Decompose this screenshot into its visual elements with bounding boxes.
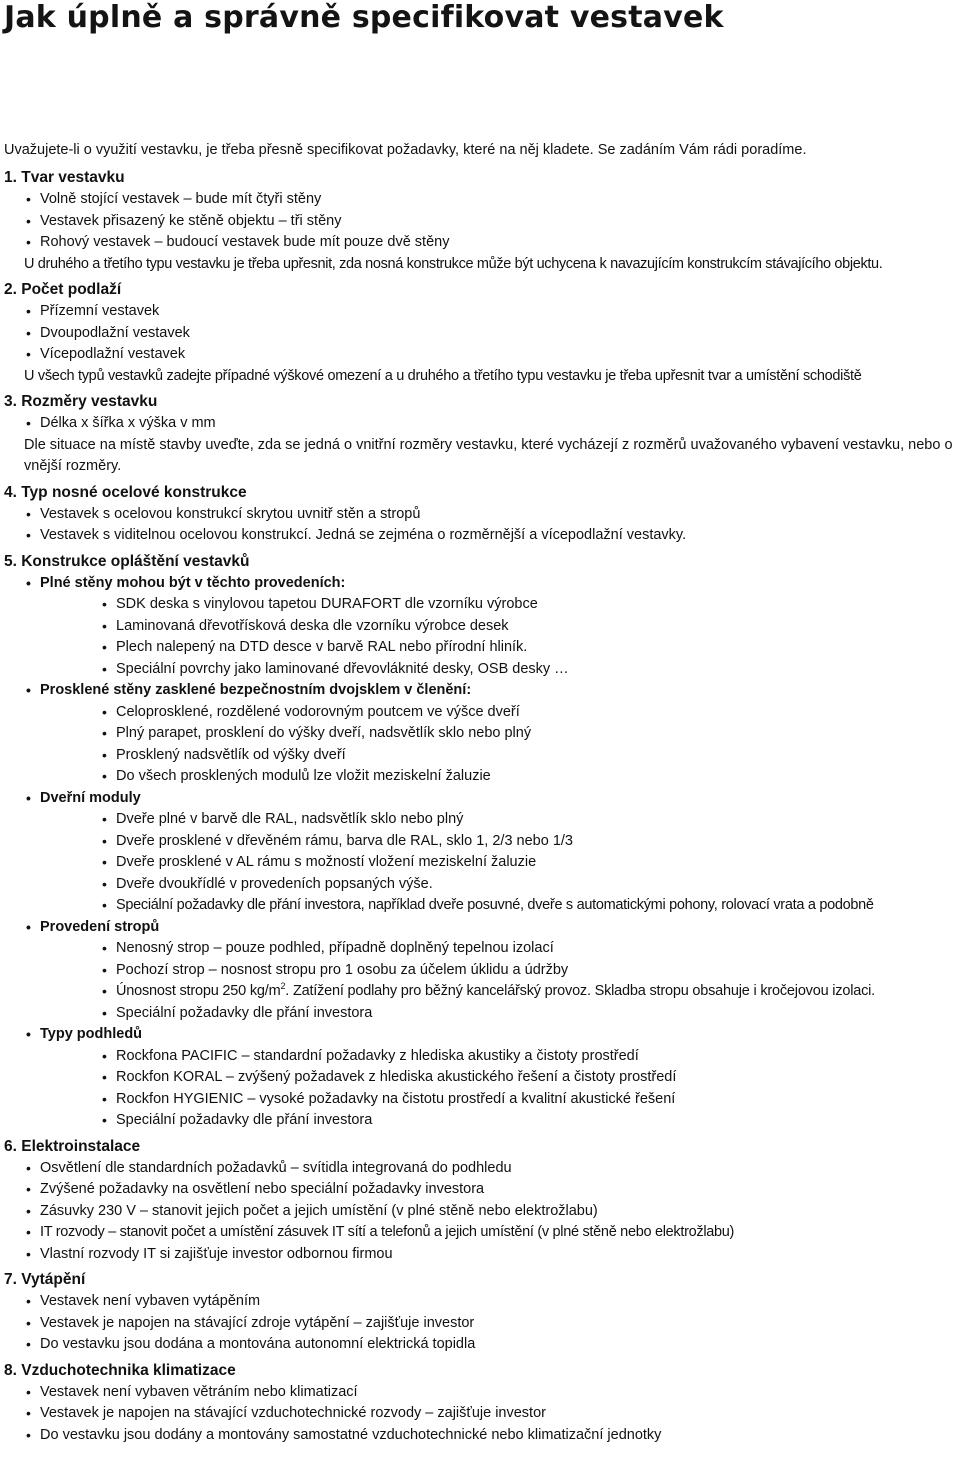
section-shape (4, 167, 956, 275)
group-label: Prosklené stěny zasklené bezpečnostním dvojsklem v členění: (40, 682, 472, 698)
group-label: Typy podhledů (40, 1026, 143, 1042)
section-cladding (4, 551, 956, 1132)
list-item: • IT rozvody – stanovit počet a umístění zásuvek IT sítí a telefonů a jejich umístění (v plné stěně nebo elektrožlabu) (4, 1222, 956, 1244)
list-item: • Vestavek není vybaven vytápěním (4, 1291, 956, 1313)
bullet-list (4, 413, 956, 435)
group-item (4, 917, 956, 1025)
sub-item: • Dveře plné v barvě dle RAL, nadsvětlík sklo nebo plný (40, 809, 956, 831)
group-item (4, 788, 956, 917)
sub-item: • Plný parapet, prosklení do výšky dveří, nadsvětlík sklo nebo plný (40, 723, 956, 745)
sub-list (40, 702, 956, 788)
list-item: • Vestavek s ocelovou konstrukcí skrytou uvnitř stěn a stropů (4, 504, 956, 526)
section-note: Dle situace na místě stavby uveďte, zda se jedná o vnitřní rozměry vestavku, které vycházejí z rozměrů uvažovaného vybavení vestavku, nebo o vnější rozměry. (24, 436, 953, 474)
sub-item: • Speciální požadavky dle přání investora (40, 1003, 956, 1025)
section-note: U druhého a třetího typu vestavku je třeba upřesnit, zda nosná konstrukce může být uchycena k navazujícím konstrukcím stávajícího objektu. (24, 255, 883, 272)
section-dimensions (4, 391, 956, 478)
page-title: Jak úplně a správně specifikovat vestavek (4, 0, 724, 35)
section-electrical (4, 1136, 956, 1266)
bullet-list (4, 573, 956, 1132)
sub-item: • Prosklený nadsvětlík od výšky dveří (40, 745, 956, 767)
sub-item: • Do všech prosklených modulů lze vložit meziskelní žaluzie (40, 766, 956, 788)
bullet-list (4, 1382, 956, 1447)
sub-item: • Celoprosklené, rozdělené vodorovným poutcem ve výšce dveří (40, 702, 956, 724)
bullet-list (4, 301, 956, 366)
group-item (4, 680, 956, 788)
list-item: • Osvětlení dle standardních požadavků – svítidla integrovaná do podhledu (4, 1158, 956, 1180)
list-item: • Do vestavku jsou dodána a montována autonomní elektrická topidla (4, 1334, 956, 1356)
group-label: Plné stěny mohou být v těchto provedeních: (40, 574, 346, 591)
bullet-list (4, 1291, 956, 1356)
sub-item: • Rockfon HYGIENIC – vysoké požadavky na čistotu prostředí a kvalitní akustické řešení (40, 1089, 956, 1111)
list-item: • Volně stojící vestavek – bude mít čtyři stěny (4, 189, 956, 211)
section-heading: 6. Elektroinstalace (4, 1137, 141, 1155)
section-floors (4, 279, 956, 387)
sub-item: • SDK deska s vinylovou tapetou DURAFORT dle vzorníku výrobce (40, 594, 956, 616)
list-item: • Vestavek je napojen na stávající zdroje vytápění – zajišťuje investor (4, 1313, 956, 1335)
bullet-list (4, 1158, 956, 1266)
list-item: • Vestavek je napojen na stávající vzduchotechnické rozvody – zajišťuje investor (4, 1403, 956, 1425)
section-heading: 7. Vytápění (4, 1271, 86, 1288)
bullet-list (4, 504, 956, 547)
document-body (4, 167, 956, 1450)
sub-item: • Dveře prosklené v dřevěném rámu, barva dle RAL, sklo 1, 2/3 nebo 1/3 (40, 831, 956, 853)
section-structure (4, 482, 956, 547)
group-item (4, 573, 956, 681)
list-item: • Zásuvky 230 V – stanovit jejich počet a jejich umístění (v plné stěně nebo elektrožlabu) (4, 1201, 956, 1223)
sub-item: • Rockfon KORAL – zvýšený požadavek z hlediska akustického řešení a čistoty prostředí (40, 1067, 956, 1089)
list-item: • Zvýšené požadavky na osvětlení nebo speciální požadavky investora (4, 1179, 956, 1201)
sub-item (40, 981, 956, 1003)
load-text-rest: . Zatížení podlahy pro běžný kancelářský provoz. Skladba stropu obsahuje i kročejovou izolaci. (285, 983, 876, 999)
sub-item: • Nenosný strop – pouze podhled, případně doplněný tepelnou izolací (40, 938, 956, 960)
superscript: 2 (280, 981, 286, 992)
list-item: • Do vestavku jsou dodány a montovány samostatné vzduchotechnické nebo klimatizační jednotky (4, 1425, 956, 1447)
section-heading: 3. Rozměry vestavku (4, 393, 158, 410)
sub-item: • Plech nalepený na DTD desce v barvě RAL nebo přírodní hliník. (40, 637, 956, 659)
sub-item: • Speciální požadavky dle přání investora, například dveře posuvné, dveře s automatickými pohony, rolovací vrata a podobně (40, 895, 956, 917)
sub-list (40, 1046, 956, 1132)
section-heading: 4. Typ nosné ocelové konstrukce (4, 483, 247, 501)
sub-list (40, 938, 956, 1024)
group-label: Dveřní moduly (40, 789, 141, 806)
section-heading: 5. Konstrukce opláštění vestavků (4, 552, 250, 570)
section-heating (4, 1269, 956, 1356)
sub-item: • Dveře prosklené v AL rámu s možností vložení meziskelní žaluzie (40, 852, 956, 874)
bullet-list (4, 189, 956, 254)
sub-item: • Speciální povrchy jako laminované dřevovláknité desky, OSB desky … (40, 659, 956, 681)
sub-item: • Laminovaná dřevotřísková deska dle vzorníku výrobce desek (40, 616, 956, 638)
list-item: • Vestavek s viditelnou ocelovou konstrukcí. Jedná se zejména o rozměrnější a vícepodlažní vestavky. (4, 525, 956, 547)
list-item: • Přízemní vestavek (4, 301, 956, 323)
list-item: • Vícepodlažní vestavek (4, 344, 956, 366)
load-text: Únosnost stropu 250 kg/m (116, 983, 281, 999)
section-note: U všech typů vestavků zadejte případné výškové omezení a u druhého a třetího typu vestavku je třeba upřesnit tvar a umístění schodiště (24, 367, 862, 384)
sub-item: • Dveře dvoukřídlé v provedeních popsaných výše. (40, 874, 956, 896)
list-item: • Vlastní rozvody IT si zajišťuje investor odbornou firmou (4, 1244, 956, 1266)
section-heading: 1. Tvar vestavku (4, 169, 125, 186)
sub-item: • Rockfona PACIFIC – standardní požadavky z hlediska akustiky a čistoty prostředí (40, 1046, 956, 1068)
group-label: Provedení stropů (40, 918, 160, 935)
sub-list (40, 809, 956, 917)
sub-item: • Speciální požadavky dle přání investora (40, 1110, 956, 1132)
list-item: • Vestavek přisazený ke stěně objektu – tři stěny (4, 211, 956, 233)
list-item: • Vestavek není vybaven větráním nebo klimatizací (4, 1382, 956, 1404)
section-hvac (4, 1360, 956, 1447)
list-item: • Délka x šířka x výška v mm (4, 413, 956, 435)
section-heading: 2. Počet podlaží (4, 281, 122, 298)
sub-item: • Pochozí strop – nosnost stropu pro 1 osobu za účelem úklidu a údržby (40, 960, 956, 982)
intro-paragraph: Uvažujete-li o využití vestavku, je třeba přesně specifikovat požadavky, které na něj kladete. Se zadáním Vám rádi poradíme. (4, 142, 807, 158)
sub-list (40, 594, 956, 680)
section-heading: 8. Vzduchotechnika klimatizace (4, 1361, 236, 1379)
list-item: • Rohový vestavek – budoucí vestavek bude mít pouze dvě stěny (4, 232, 956, 254)
list-item: • Dvoupodlažní vestavek (4, 323, 956, 345)
group-item (4, 1024, 956, 1132)
